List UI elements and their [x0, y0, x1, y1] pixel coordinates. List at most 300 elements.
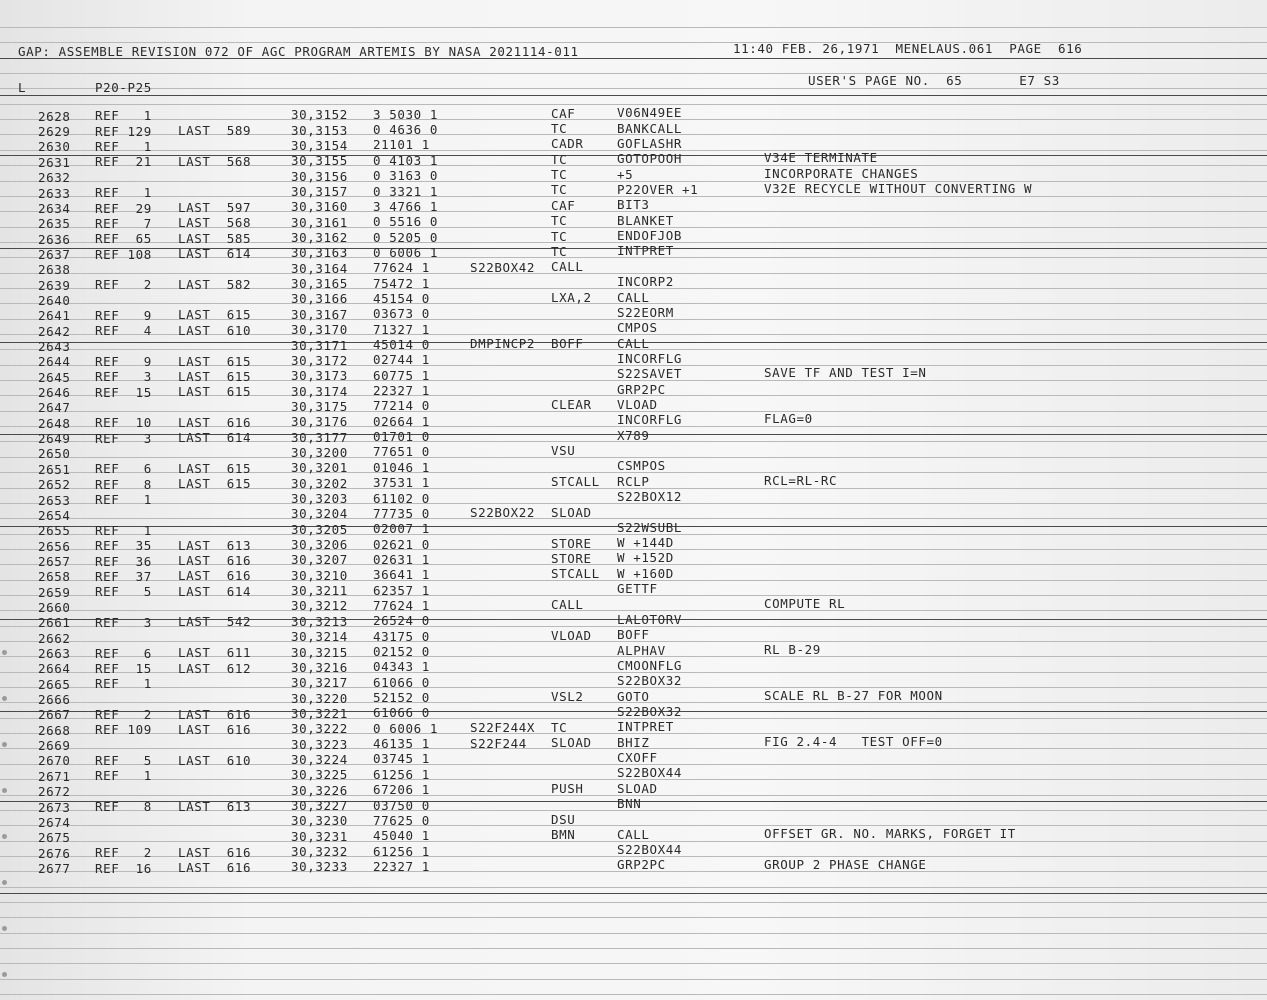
rule-line	[0, 948, 1267, 949]
row-address: 30,3152	[291, 107, 348, 123]
row-octal-code: 46135 1	[373, 736, 430, 752]
row-line-number: 2665	[38, 676, 71, 692]
row-label: S22BOX42	[470, 259, 536, 275]
row-opcode: PUSH	[551, 781, 584, 797]
row-octal-code: 02744 1	[373, 352, 430, 368]
row-opcode: TC	[551, 167, 568, 183]
row-last-page: LAST 614	[178, 246, 252, 262]
row-octal-code: 02631 1	[373, 551, 430, 567]
row-line-number: 2667	[38, 707, 71, 723]
row-octal-code: 37531 1	[373, 475, 430, 491]
row-line-number: 2638	[38, 262, 71, 278]
row-ref-count: REF 36	[95, 553, 152, 569]
row-ref-count: REF 7	[95, 215, 152, 231]
row-ref-count: REF 3	[95, 614, 152, 630]
row-ref-count: REF 37	[95, 568, 152, 584]
row-comment: FLAG=0	[764, 411, 813, 427]
row-operand: S22BOX12	[617, 489, 683, 505]
row-label: S22F244X	[470, 720, 536, 736]
row-line-number: 2650	[38, 446, 71, 462]
row-octal-code: 61256 1	[373, 843, 430, 859]
row-octal-code: 61256 1	[373, 766, 430, 782]
row-opcode: CALL	[551, 259, 584, 275]
row-comment: INCORPORATE CHANGES	[764, 165, 919, 181]
row-octal-code: 0 3163 0	[373, 168, 439, 184]
row-address: 30,3223	[291, 736, 348, 752]
row-operand: BLANKET	[617, 212, 674, 228]
row-last-page: LAST 613	[178, 537, 252, 553]
row-octal-code: 04343 1	[373, 659, 430, 675]
row-address: 30,3220	[291, 690, 348, 706]
row-opcode: CALL	[551, 596, 584, 612]
row-line-number: 2655	[38, 523, 71, 539]
row-last-page: LAST 610	[178, 322, 252, 338]
sprocket-hole	[2, 742, 7, 747]
row-address: 30,3153	[291, 122, 348, 138]
row-line-number: 2631	[38, 154, 71, 170]
row-label: S22BOX22	[470, 505, 536, 521]
row-opcode: LXA,2	[551, 289, 592, 305]
row-address: 30,3225	[291, 767, 348, 783]
row-line-number: 2630	[38, 139, 71, 155]
row-ref-count: REF 1	[95, 676, 152, 692]
row-operand: SLOAD	[617, 780, 658, 796]
row-last-page: LAST 615	[178, 307, 252, 323]
row-octal-code: 22327 1	[373, 858, 430, 874]
row-opcode: CAF	[551, 105, 576, 121]
row-comment: V34E TERMINATE	[764, 150, 878, 166]
row-address: 30,3201	[291, 460, 348, 476]
row-address: 30,3174	[291, 383, 348, 399]
row-address: 30,3154	[291, 137, 348, 153]
row-line-number: 2647	[38, 400, 71, 416]
row-octal-code: 0 5205 0	[373, 229, 439, 245]
row-opcode: TC	[551, 121, 568, 137]
row-ref-count: REF 109	[95, 722, 152, 738]
row-comment: V32E RECYCLE WITHOUT CONVERTING W	[764, 181, 1033, 197]
row-line-number: 2675	[38, 830, 71, 846]
row-ref-count: REF 6	[95, 461, 152, 477]
row-line-number: 2673	[38, 799, 71, 815]
row-address: 30,3175	[291, 398, 348, 414]
row-operand: INTPRET	[617, 719, 674, 735]
row-line-number: 2671	[38, 768, 71, 784]
row-last-page: LAST 616	[178, 553, 252, 569]
row-line-number: 2669	[38, 738, 71, 754]
row-octal-code: 01701 0	[373, 429, 430, 445]
row-operand: S22WSUBL	[617, 519, 683, 535]
row-operand: W +144D	[617, 535, 674, 551]
row-last-page: LAST 542	[178, 614, 252, 630]
row-ref-count: REF 5	[95, 753, 152, 769]
row-opcode: DSU	[551, 811, 576, 827]
row-last-page: LAST 589	[178, 123, 252, 139]
row-last-page: LAST 568	[178, 153, 252, 169]
row-comment: FIG 2.4-4 TEST OFF=0	[764, 733, 943, 749]
row-octal-code: 0 4636 0	[373, 122, 439, 138]
row-line-number: 2634	[38, 200, 71, 216]
row-address: 30,3210	[291, 567, 348, 583]
row-last-page: LAST 616	[178, 568, 252, 584]
row-opcode: SLOAD	[551, 735, 592, 751]
row-opcode: TC	[551, 151, 568, 167]
row-opcode: VLOAD	[551, 627, 592, 643]
row-operand: GOTO	[617, 688, 650, 704]
row-opcode: STCALL	[551, 474, 600, 490]
row-last-page: LAST 614	[178, 583, 252, 599]
row-octal-code: 77624 1	[373, 260, 430, 276]
row-octal-code: 77214 0	[373, 398, 430, 414]
row-ref-count: REF 3	[95, 369, 152, 385]
row-address: 30,3215	[291, 644, 348, 660]
row-octal-code: 71327 1	[373, 321, 430, 337]
row-operand: S22BOX44	[617, 842, 683, 858]
row-opcode: TC	[551, 228, 568, 244]
row-octal-code: 45040 1	[373, 828, 430, 844]
row-address: 30,3224	[291, 751, 348, 767]
row-address: 30,3176	[291, 414, 348, 430]
row-last-page: LAST 615	[178, 353, 252, 369]
row-octal-code: 01046 1	[373, 459, 430, 475]
row-line-number: 2658	[38, 569, 71, 585]
row-octal-code: 77651 0	[373, 444, 430, 460]
row-address: 30,3203	[291, 491, 348, 507]
row-operand: BHIZ	[617, 734, 650, 750]
row-address: 30,3212	[291, 598, 348, 614]
row-comment: SCALE RL B-27 FOR MOON	[764, 687, 943, 703]
row-address: 30,3213	[291, 613, 348, 629]
row-octal-code: 03673 0	[373, 306, 430, 322]
row-last-page: LAST 612	[178, 660, 252, 676]
row-ref-count: REF 1	[95, 492, 152, 508]
row-address: 30,3165	[291, 276, 348, 292]
header-section: P20-P25	[95, 80, 152, 95]
row-last-page: LAST 615	[178, 460, 252, 476]
row-opcode: TC	[551, 719, 568, 735]
row-operand: LALOTORV	[617, 611, 683, 627]
row-operand: GOFLASHR	[617, 136, 683, 151]
row-line-number: 2640	[38, 292, 71, 308]
row-octal-code: 60775 1	[373, 367, 430, 383]
row-address: 30,3160	[291, 199, 348, 215]
row-octal-code: 22327 1	[373, 383, 430, 399]
row-comment: OFFSET GR. NO. MARKS, FORGET IT	[764, 825, 1016, 841]
row-operand: CMPOS	[617, 320, 658, 336]
row-octal-code: 0 5516 0	[373, 214, 439, 230]
row-address: 30,3164	[291, 260, 348, 276]
row-opcode: SLOAD	[551, 504, 592, 520]
header-timestamp: 11:40 FEB. 26,1971 MENELAUS.061 PAGE 616	[733, 41, 1083, 56]
sprocket-hole	[2, 880, 7, 885]
row-address: 30,3163	[291, 245, 348, 261]
row-ref-count: REF 16	[95, 860, 152, 876]
row-address: 30,3170	[291, 322, 348, 338]
row-operand: S22BOX44	[617, 765, 683, 781]
row-last-page: LAST 568	[178, 215, 252, 231]
row-ref-count: REF 1	[95, 768, 152, 784]
row-operand: BOFF	[617, 627, 650, 643]
header-title: GAP: ASSEMBLE REVISION 072 OF AGC PROGRAM ARTEMIS BY NASA 2021114-011	[18, 44, 579, 59]
row-octal-code: 61066 0	[373, 705, 430, 721]
row-line-number: 2649	[38, 431, 71, 447]
row-line-number: 2646	[38, 385, 71, 401]
row-line-number: 2670	[38, 753, 71, 769]
rule-line	[0, 902, 1267, 903]
row-opcode: TC	[551, 182, 568, 198]
row-line-number: 2677	[38, 860, 71, 876]
row-operand: +5	[617, 166, 634, 182]
row-operand: INCORFLG	[617, 412, 683, 428]
row-address: 30,3221	[291, 705, 348, 721]
rule-line-dark	[0, 95, 1267, 96]
row-address: 30,3230	[291, 813, 348, 829]
row-operand: GRP2PC	[617, 381, 666, 397]
row-operand: BNN	[617, 796, 642, 812]
row-line-number: 2654	[38, 507, 71, 523]
row-last-page: LAST 615	[178, 368, 252, 384]
rule-line	[0, 73, 1267, 74]
row-octal-code: 0 3321 1	[373, 183, 439, 199]
row-ref-count: REF 21	[95, 154, 152, 170]
row-ref-count: REF 8	[95, 476, 152, 492]
row-last-page: LAST 585	[178, 230, 252, 246]
row-line-number: 2661	[38, 615, 71, 631]
row-octal-code: 02152 0	[373, 644, 430, 660]
row-opcode: CADR	[551, 136, 584, 152]
row-operand: X789	[617, 427, 650, 443]
row-ref-count: REF 108	[95, 246, 152, 262]
row-address: 30,3200	[291, 444, 348, 460]
row-opcode: TC	[551, 243, 568, 259]
row-label: S22F244	[470, 735, 527, 751]
row-line-number: 2662	[38, 630, 71, 646]
row-address: 30,3167	[291, 306, 348, 322]
row-ref-count: REF 65	[95, 231, 152, 247]
row-last-page: LAST 597	[178, 200, 252, 216]
row-opcode: VSU	[551, 443, 576, 459]
row-operand: CSMPOS	[617, 458, 666, 474]
row-operand: S22BOX32	[617, 673, 683, 689]
row-operand: CALL	[617, 826, 650, 842]
row-address: 30,3222	[291, 721, 348, 737]
rule-line	[0, 963, 1267, 964]
row-address: 30,3206	[291, 537, 348, 553]
row-opcode: BOFF	[551, 335, 584, 351]
row-last-page: LAST 615	[178, 476, 252, 492]
row-operand: W +152D	[617, 550, 674, 566]
row-line-number: 2672	[38, 784, 71, 800]
row-line-number: 2674	[38, 814, 71, 830]
row-operand: P22OVER +1	[617, 182, 699, 198]
row-ref-count: REF 1	[95, 185, 152, 201]
row-comment: RCL=RL-RC	[764, 472, 838, 488]
row-line-number: 2643	[38, 339, 71, 355]
row-address: 30,3173	[291, 368, 348, 384]
row-octal-code: 3 4766 1	[373, 198, 439, 214]
row-address: 30,3216	[291, 659, 348, 675]
row-ref-count: REF 15	[95, 384, 152, 400]
row-comment: COMPUTE RL	[764, 595, 846, 611]
row-last-page: LAST 616	[178, 721, 252, 737]
row-line-number: 2648	[38, 415, 71, 431]
row-operand: S22BOX32	[617, 703, 683, 719]
rule-line	[0, 88, 1267, 89]
row-octal-code: 0 6006 1	[373, 720, 439, 736]
row-ref-count: REF 5	[95, 584, 152, 600]
header-user-page: USER'S PAGE NO. 65 E7 S3	[808, 73, 1060, 88]
row-octal-code: 77735 0	[373, 505, 430, 521]
row-line-number: 2645	[38, 369, 71, 385]
row-ref-count: REF 2	[95, 277, 152, 293]
row-ref-count: REF 35	[95, 538, 152, 554]
row-opcode: CAF	[551, 197, 576, 213]
rule-line-dark	[0, 893, 1267, 894]
row-octal-code: 02007 1	[373, 521, 430, 537]
row-ref-count: REF 129	[95, 123, 152, 139]
row-operand: ALPHAV	[617, 642, 666, 658]
row-operand: S22EORM	[617, 304, 674, 320]
row-opcode: CLEAR	[551, 397, 592, 413]
row-last-page: LAST 582	[178, 276, 252, 292]
row-line-number: 2641	[38, 308, 71, 324]
rule-line	[0, 887, 1267, 888]
row-line-number: 2632	[38, 170, 71, 186]
row-octal-code: 77625 0	[373, 812, 430, 828]
row-address: 30,3207	[291, 552, 348, 568]
row-line-number: 2629	[38, 124, 71, 140]
row-operand: GOTOPOOH	[617, 151, 683, 167]
row-line-number: 2644	[38, 354, 71, 370]
row-octal-code: 67206 1	[373, 782, 430, 798]
row-address: 30,3161	[291, 214, 348, 230]
row-line-number: 2635	[38, 216, 71, 232]
row-octal-code: 45154 0	[373, 290, 430, 306]
row-octal-code: 36641 1	[373, 567, 430, 583]
row-line-number: 2637	[38, 246, 71, 262]
row-address: 30,3231	[291, 828, 348, 844]
row-octal-code: 43175 0	[373, 628, 430, 644]
row-line-number: 2652	[38, 477, 71, 493]
row-operand: CALL	[617, 289, 650, 305]
sprocket-hole	[2, 788, 7, 793]
row-ref-count: REF 1	[95, 522, 152, 538]
row-line-number: 2664	[38, 661, 71, 677]
row-address: 30,3232	[291, 844, 348, 860]
row-opcode: TC	[551, 213, 568, 229]
row-ref-count: REF 9	[95, 354, 152, 370]
row-operand: BIT3	[617, 197, 650, 213]
row-opcode: BMN	[551, 827, 576, 843]
row-operand: RCLP	[617, 473, 650, 489]
row-line-number: 2628	[38, 108, 71, 124]
row-line-number: 2656	[38, 538, 71, 554]
row-last-page: LAST 613	[178, 798, 252, 814]
row-comment: RL B-29	[764, 641, 821, 657]
row-octal-code: 61066 0	[373, 674, 430, 690]
row-octal-code: 02621 0	[373, 536, 430, 552]
row-octal-code: 02664 1	[373, 413, 430, 429]
row-address: 30,3171	[291, 337, 348, 353]
row-last-page: LAST 614	[178, 430, 252, 446]
row-operand: W +160D	[617, 565, 674, 581]
row-operand: CXOFF	[617, 750, 658, 765]
sprocket-hole	[2, 834, 7, 839]
row-address: 30,3166	[291, 291, 348, 307]
row-line-number: 2642	[38, 323, 71, 339]
row-operand: ENDOFJOB	[617, 228, 683, 244]
row-address: 30,3227	[291, 798, 348, 814]
row-line-number: 2651	[38, 461, 71, 477]
row-last-page: LAST 615	[178, 384, 252, 400]
row-operand: INCORP2	[617, 274, 674, 290]
row-address: 30,3162	[291, 230, 348, 246]
row-address: 30,3205	[291, 521, 348, 537]
row-address: 30,3155	[291, 153, 348, 169]
row-line-number: 2663	[38, 646, 71, 662]
row-address: 30,3226	[291, 782, 348, 798]
row-octal-code: 03745 1	[373, 751, 430, 767]
row-octal-code: 62357 1	[373, 582, 430, 598]
row-octal-code: 0 6006 1	[373, 244, 439, 260]
row-ref-count: REF 6	[95, 645, 152, 661]
row-address: 30,3233	[291, 859, 348, 875]
row-opcode: STCALL	[551, 566, 600, 582]
row-operand: GRP2PC	[617, 857, 666, 873]
rule-line	[0, 933, 1267, 934]
row-last-page: LAST 616	[178, 860, 252, 876]
row-ref-count: REF 3	[95, 430, 152, 446]
row-comment: GROUP 2 PHASE CHANGE	[764, 856, 927, 872]
row-line-number: 2636	[38, 231, 71, 247]
row-line-number: 2660	[38, 599, 71, 615]
row-operand: BANKCALL	[617, 120, 683, 136]
sprocket-hole	[2, 650, 7, 655]
row-octal-code: 26524 0	[373, 613, 430, 629]
row-address: 30,3202	[291, 475, 348, 491]
row-operand: CMOONFLG	[617, 657, 683, 673]
row-address: 30,3157	[291, 184, 348, 200]
header-listing-flag: L	[18, 80, 27, 95]
row-line-number: 2633	[38, 185, 71, 201]
row-last-page: LAST 616	[178, 706, 252, 722]
row-ref-count: REF 2	[95, 845, 152, 861]
row-address: 30,3156	[291, 168, 348, 184]
sprocket-hole	[2, 926, 7, 931]
row-octal-code: 75472 1	[373, 275, 430, 291]
row-ref-count: REF 1	[95, 108, 152, 124]
row-label: DMPINCP2	[470, 336, 536, 352]
row-operand: S22SAVET	[617, 366, 683, 382]
row-opcode: VSL2	[551, 689, 584, 704]
row-operand: CALL	[617, 335, 650, 351]
row-last-page: LAST 611	[178, 645, 252, 661]
rule-line	[0, 27, 1267, 28]
row-operand: INTPRET	[617, 243, 674, 259]
rule-line	[0, 917, 1267, 918]
row-octal-code: 61102 0	[373, 490, 430, 506]
row-octal-code: 0 4103 1	[373, 152, 439, 168]
sprocket-hole	[2, 696, 7, 701]
row-opcode: STORE	[551, 550, 592, 566]
row-address: 30,3177	[291, 429, 348, 445]
rule-line	[0, 994, 1267, 995]
rule-line	[0, 979, 1267, 980]
row-octal-code: 21101 1	[373, 137, 430, 153]
row-line-number: 2657	[38, 553, 71, 569]
row-address: 30,3204	[291, 506, 348, 522]
row-address: 30,3214	[291, 629, 348, 645]
row-last-page: LAST 616	[178, 844, 252, 860]
